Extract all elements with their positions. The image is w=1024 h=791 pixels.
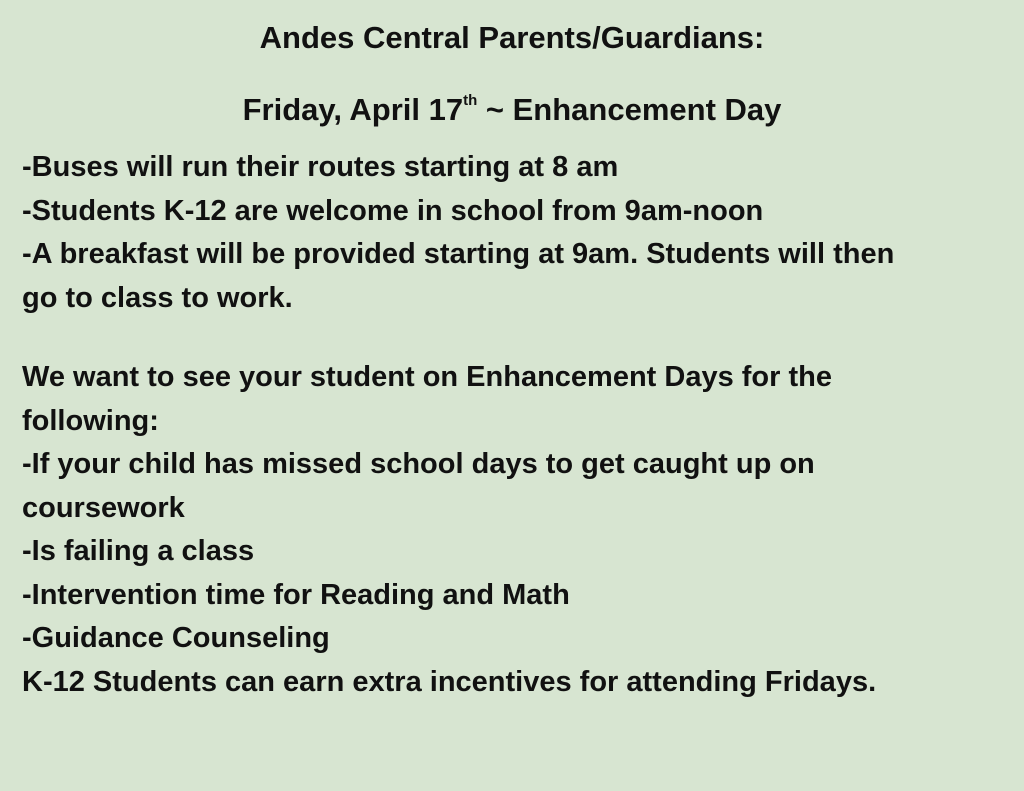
reasons-line: -Intervention time for Reading and Math bbox=[22, 578, 570, 611]
reasons-line: coursework bbox=[22, 491, 185, 524]
reasons-line: -Guidance Counseling bbox=[22, 622, 330, 654]
schedule-line: -A breakfast will be provided starting at 9am. Students will then bbox=[22, 238, 895, 270]
ordinal-suffix: th bbox=[463, 92, 478, 109]
notice-title: Andes Central Parents/Guardians: bbox=[259, 20, 765, 55]
reasons-line: -If your child has missed school days to get caught up on bbox=[22, 448, 815, 480]
schedule-details bbox=[22, 146, 1012, 320]
reasons-line: following: bbox=[22, 404, 159, 437]
reasons-line: -Is failing a class bbox=[22, 535, 255, 567]
schedule-line: -Students K-12 are welcome in school from 9am-noon bbox=[22, 194, 764, 227]
incentive-note: K-12 Students can earn extra incentives for attending Fridays. bbox=[22, 665, 877, 698]
schedule-line: -Buses will run their routes starting at 8 am bbox=[22, 151, 619, 183]
reasons-line: We want to see your student on Enhancement Days for the bbox=[22, 361, 832, 393]
event-date-heading bbox=[0, 94, 1024, 125]
event-name-text: ~ Enhancement Day bbox=[477, 92, 782, 127]
attendance-reasons bbox=[22, 356, 1012, 704]
event-date-text: Friday, April 17 bbox=[242, 92, 464, 127]
schedule-line: go to class to work. bbox=[22, 281, 293, 314]
